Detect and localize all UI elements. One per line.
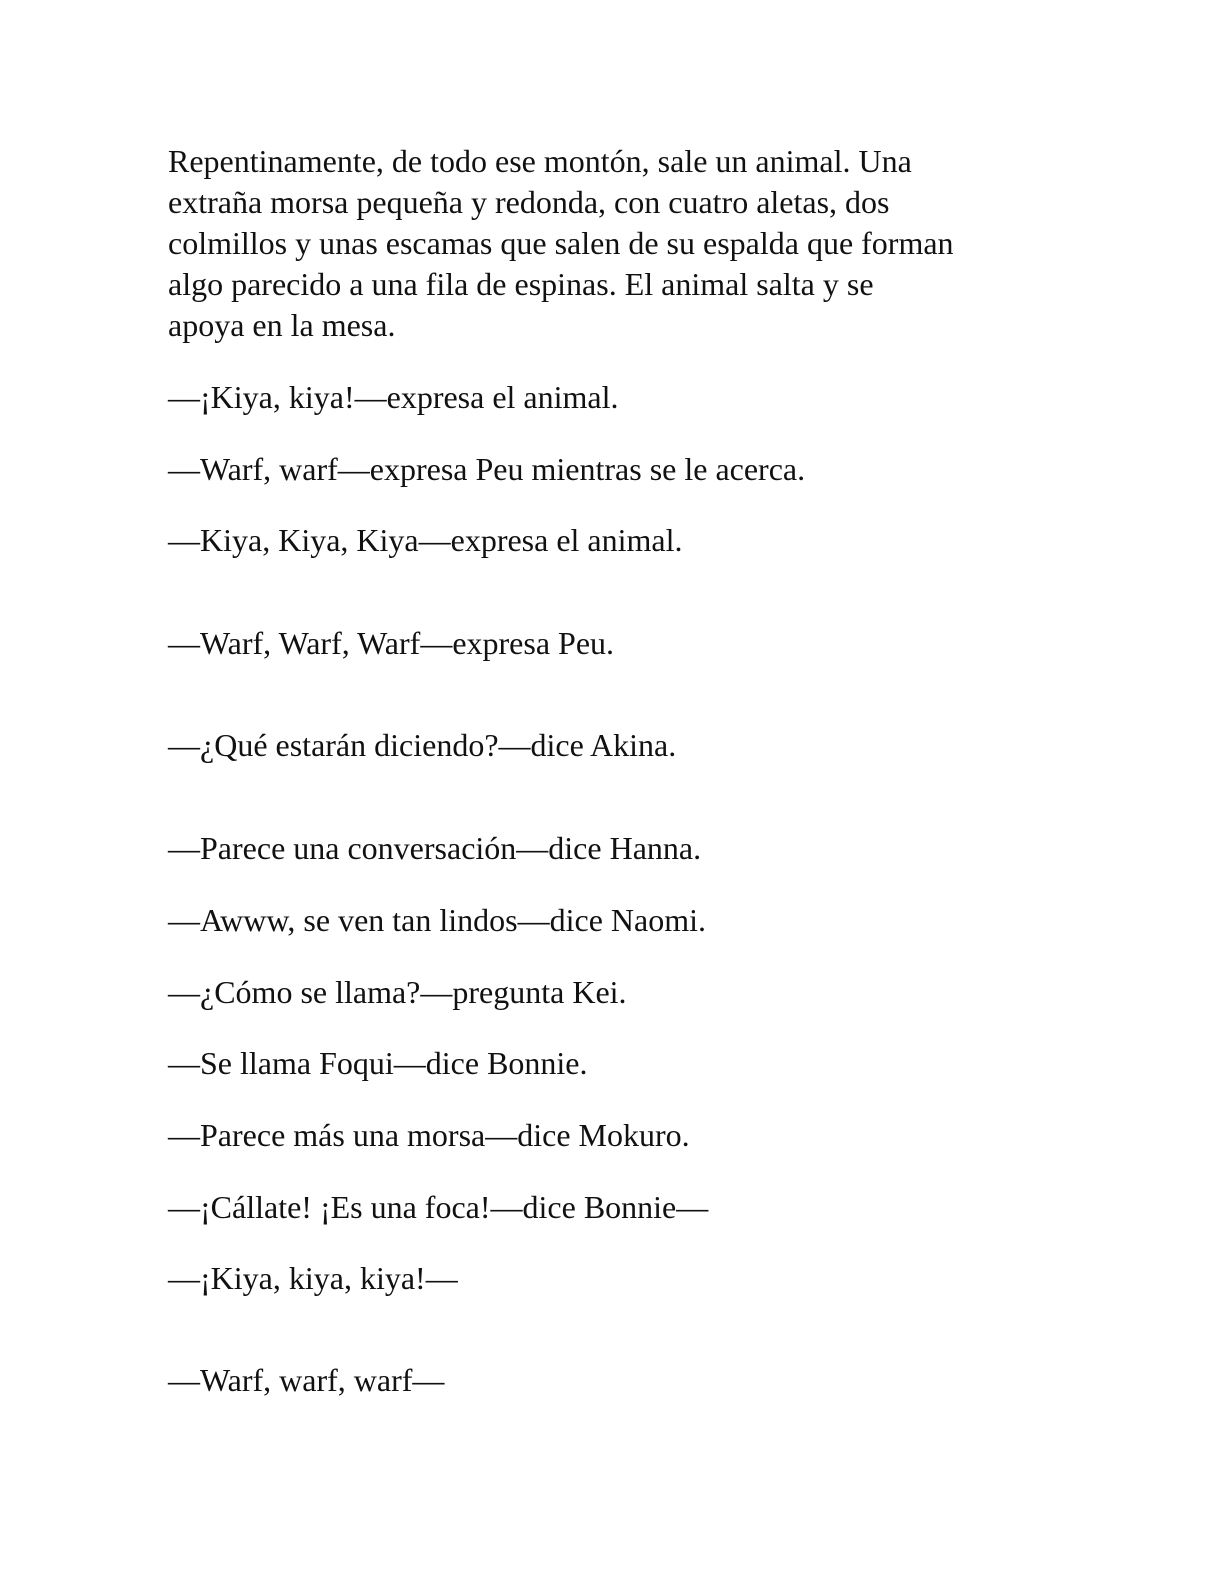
dialogue-line: —Kiya, Kiya, Kiya—expresa el animal. — [168, 522, 683, 558]
dialogue-line: —Se llama Foqui—dice Bonnie. — [168, 1045, 588, 1081]
intro-line: Repentinamente, de todo ese montón, sale un animal. Una — [168, 143, 912, 179]
dialogue-line: —¡Kiya, kiya!—expresa el animal. — [168, 379, 619, 415]
intro-paragraph — [168, 141, 1068, 346]
dialogue-line: —Warf, Warf, Warf—expresa Peu. — [168, 625, 615, 661]
dialogue-line: —Warf, warf—expresa Peu mientras se le acerca. — [168, 451, 806, 487]
intro-line: algo parecido a una fila de espinas. El animal salta y se — [168, 266, 874, 302]
dialogue-line: —¿Qué estarán diciendo?—dice Akina. — [168, 727, 677, 763]
dialogue-line: —¡Cállate! ¡Es una foca!—dice Bonnie— — [168, 1189, 709, 1225]
dialogue-line: —Warf, warf, warf— — [168, 1362, 445, 1398]
dialogue-line: —Awww, se ven tan lindos—dice Naomi. — [168, 902, 706, 938]
dialogue-line: —¡Kiya, kiya, kiya!— — [168, 1260, 458, 1296]
intro-line: colmillos y unas escamas que salen de su espalda que forman — [168, 225, 954, 261]
intro-line: apoya en la mesa. — [168, 307, 396, 343]
dialogue-line: —Parece más una morsa—dice Mokuro. — [168, 1117, 690, 1153]
dialogue-line: —Parece una conversación—dice Hanna. — [168, 830, 702, 866]
dialogue-line: —¿Cómo se llama?—pregunta Kei. — [168, 974, 627, 1010]
intro-line: extraña morsa pequeña y redonda, con cuatro aletas, dos — [168, 184, 890, 220]
